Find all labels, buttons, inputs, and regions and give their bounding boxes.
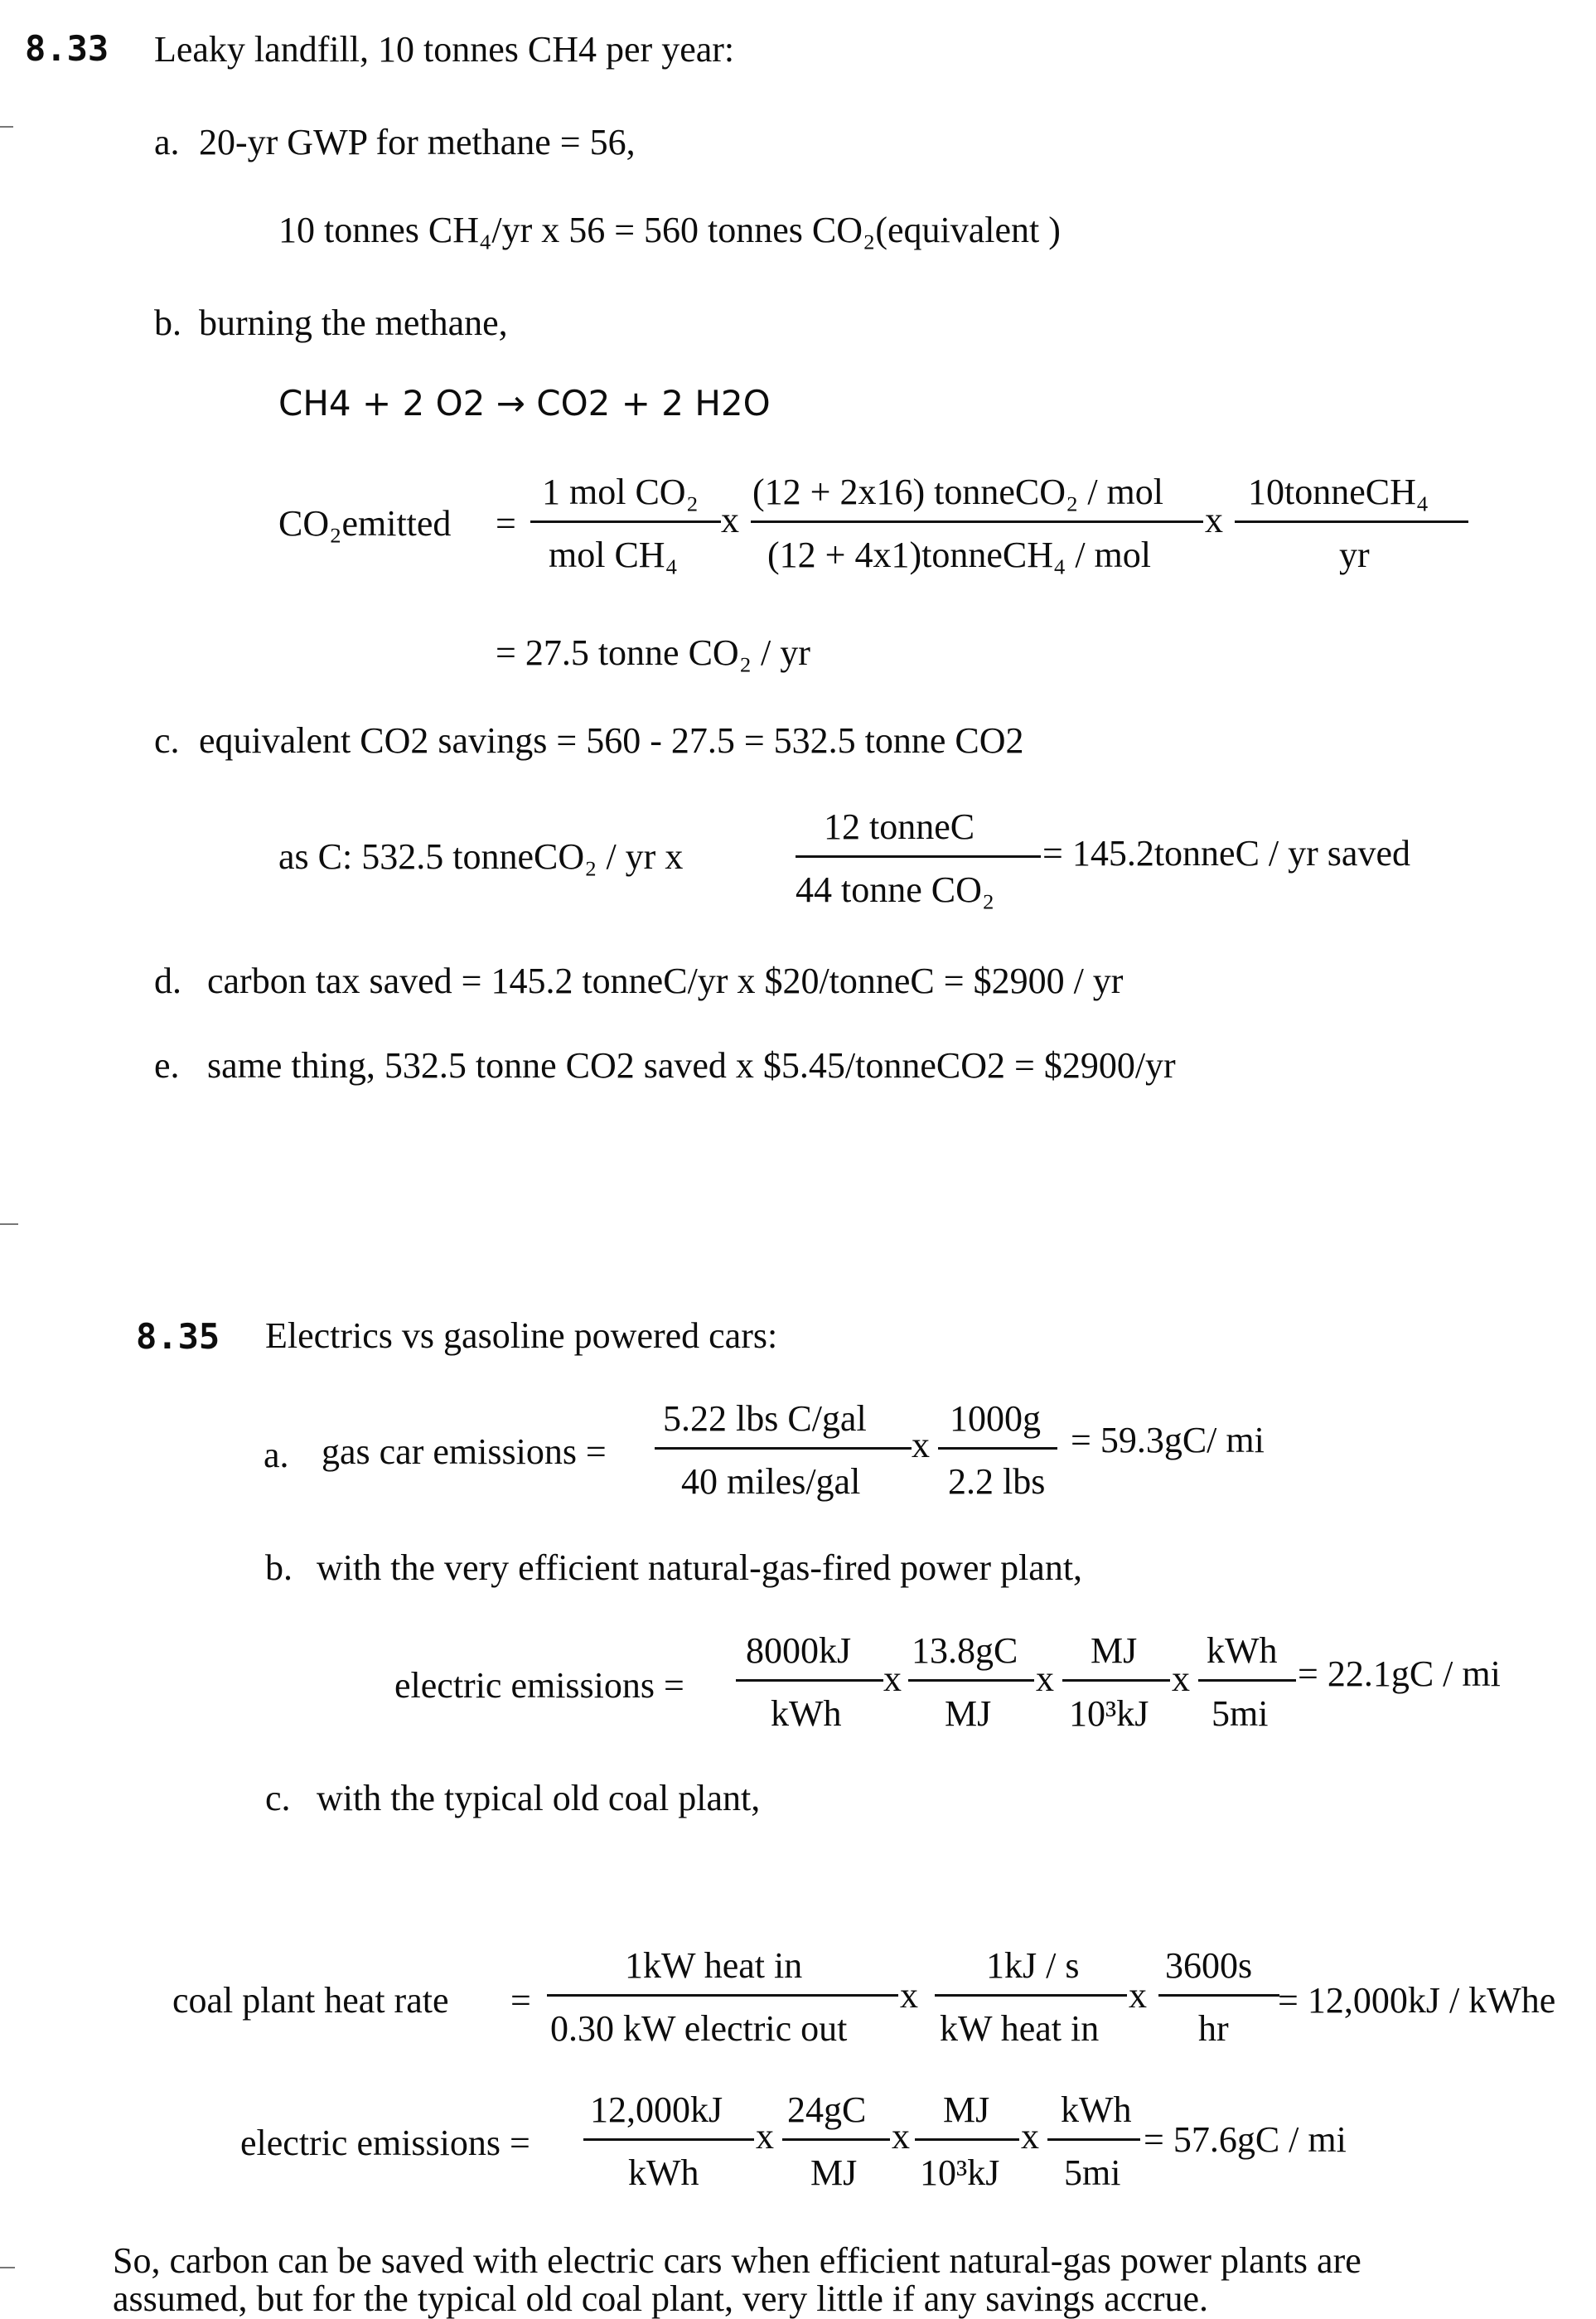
coal-electric-emissions-lhs: electric emissions =: [240, 2123, 530, 2163]
co2-emitted-label: CO₂emitted: [278, 503, 452, 544]
item-e-text: same thing, 532.5 tonne CO2 saved x $5.45/tonneCO2 = $2900/yr: [207, 1045, 1176, 1086]
times-sign: x: [900, 1975, 918, 2016]
coal-fraction-3-denominator: 10³kJ: [920, 2152, 1000, 2193]
times-sign: x: [1036, 1658, 1054, 1699]
coal-fraction-3-numerator: MJ: [943, 2089, 990, 2130]
ng-fraction-1-numerator: 8000kJ: [746, 1630, 852, 1671]
fraction-bar: [1235, 520, 1468, 523]
item-e-label: e.: [154, 1045, 180, 1086]
times-sign: x: [883, 1658, 902, 1699]
heat-rate-result: = 12,000kJ / kWhe: [1278, 1980, 1556, 2021]
heat-rate-lhs: coal plant heat rate: [172, 1980, 449, 2021]
times-sign: x: [1021, 2116, 1039, 2157]
problem-number-8-33: 8.33: [25, 28, 109, 69]
fraction-bar: [751, 520, 1203, 523]
coal-result: = 57.6gC / mi: [1144, 2119, 1347, 2160]
ng-fraction-4-denominator: 5mi: [1212, 1693, 1269, 1734]
item-b-text: with the very efficient natural-gas-fired power plant,: [317, 1547, 1083, 1588]
coal-fraction-2-numerator: 24gC: [787, 2089, 867, 2130]
co2-emitted-result: = 27.5 tonne CO₂ / yr: [496, 632, 810, 673]
fraction-2-numerator: (12 + 2x16) tonneCO₂ / mol: [752, 472, 1164, 512]
fraction-bar: [782, 2138, 890, 2141]
fraction-bar: [1198, 1679, 1296, 1682]
fraction-bar: [655, 1447, 912, 1450]
coal-fraction-1-numerator: 12,000kJ: [590, 2089, 723, 2130]
item-d-label: d.: [154, 961, 181, 1001]
as-carbon-denominator: 44 tonne CO₂: [796, 869, 995, 910]
gas-car-lhs: gas car emissions =: [322, 1431, 607, 1472]
item-b-label: b.: [154, 303, 181, 343]
gas-fraction-1-denominator: 40 miles/gal: [681, 1461, 861, 1502]
scan-mark: [0, 126, 13, 128]
fraction-bar: [796, 855, 1041, 858]
coal-fraction-4-numerator: kWh: [1061, 2089, 1132, 2130]
item-c-label: c.: [154, 720, 180, 761]
item-b-label: b.: [265, 1547, 293, 1588]
hr-fraction-1-denominator: 0.30 kW electric out: [550, 2008, 848, 2049]
fraction-bar: [547, 1994, 898, 1997]
item-a-label: a.: [264, 1435, 289, 1475]
scan-mark: [0, 2267, 15, 2268]
equals-sign: =: [510, 1980, 531, 2021]
gas-fraction-2-numerator: 1000g: [950, 1398, 1041, 1439]
item-d-text: carbon tax saved = 145.2 tonneC/yr x $20/tonneC = $2900 / yr: [207, 961, 1124, 1001]
times-sign: x: [892, 2116, 910, 2157]
item-b-text: burning the methane,: [199, 303, 508, 343]
fraction-bar: [935, 1994, 1127, 1997]
times-sign: x: [721, 500, 739, 540]
equals-sign: =: [496, 503, 516, 544]
problem-title-8-33: Leaky landfill, 10 tonnes CH4 per year:: [154, 29, 735, 70]
combustion-reaction: CH4 + 2 O2 → CO2 + 2 H2O: [278, 383, 771, 424]
as-carbon-lhs: as C: 532.5 tonneCO₂ / yr x: [278, 836, 684, 877]
times-sign: x: [1205, 500, 1223, 540]
fraction-2-denominator: (12 + 4x1)tonneCH₄ / mol: [767, 535, 1152, 575]
fraction-bar: [1062, 1679, 1170, 1682]
fraction-bar: [1158, 1994, 1279, 1997]
times-sign: x: [756, 2116, 774, 2157]
conclusion-line-1: So, carbon can be saved with electric cars when efficient natural-gas power plants are: [113, 2240, 1361, 2281]
fraction-3-numerator: 10tonneCH₄: [1248, 472, 1429, 512]
conclusion-line-2: assumed, but for the typical old coal plant, very little if any savings accrue.: [113, 2278, 1209, 2319]
fraction-bar: [1047, 2138, 1140, 2141]
fraction-bar: [938, 1447, 1057, 1450]
as-carbon-result: = 145.2tonneC / yr saved: [1042, 833, 1410, 874]
gas-fraction-2-denominator: 2.2 lbs: [948, 1461, 1046, 1502]
fraction-bar: [583, 2138, 754, 2141]
electric-emissions-lhs: electric emissions =: [394, 1665, 684, 1706]
item-c-text: equivalent CO2 savings = 560 - 27.5 = 532.5 tonne CO2: [199, 720, 1024, 761]
fraction-1-denominator: mol CH₄: [549, 535, 678, 575]
fraction-bar: [908, 1679, 1034, 1682]
fraction-1-numerator: 1 mol CO₂: [542, 472, 699, 512]
fraction-bar: [736, 1679, 883, 1682]
ng-fraction-3-denominator: 10³kJ: [1069, 1693, 1149, 1734]
hr-fraction-2-numerator: 1kJ / s: [986, 1945, 1080, 1986]
hr-fraction-3-numerator: 3600s: [1165, 1945, 1253, 1986]
hr-fraction-3-denominator: hr: [1198, 2008, 1229, 2049]
item-c-text: with the typical old coal plant,: [317, 1778, 761, 1818]
ng-fraction-3-numerator: MJ: [1091, 1630, 1138, 1671]
scan-mark: [0, 1223, 18, 1225]
gas-car-result: = 59.3gC/ mi: [1071, 1420, 1265, 1460]
gas-fraction-1-numerator: 5.22 lbs C/gal: [663, 1398, 867, 1439]
times-sign: x: [1129, 1975, 1147, 2016]
ng-fraction-1-denominator: kWh: [771, 1693, 842, 1734]
fraction-3-denominator: yr: [1339, 535, 1370, 575]
times-sign: x: [1172, 1658, 1190, 1699]
coal-fraction-2-denominator: MJ: [810, 2152, 858, 2193]
as-carbon-numerator: 12 tonneC: [824, 806, 975, 847]
item-c-label: c.: [265, 1778, 291, 1818]
ng-fraction-2-numerator: 13.8gC: [912, 1630, 1018, 1671]
hr-fraction-1-numerator: 1kW heat in: [625, 1945, 803, 1986]
coal-fraction-4-denominator: 5mi: [1064, 2152, 1121, 2193]
times-sign: x: [912, 1425, 930, 1465]
ng-fraction-2-denominator: MJ: [945, 1693, 992, 1734]
ng-result: = 22.1gC / mi: [1298, 1653, 1501, 1694]
fraction-bar: [530, 520, 721, 523]
problem-number-8-35: 8.35: [136, 1316, 220, 1357]
gwp-equation: 10 tonnes CH₄/yr x 56 = 560 tonnes CO₂(equivalent ): [278, 210, 1061, 250]
problem-title-8-35: Electrics vs gasoline powered cars:: [265, 1315, 778, 1356]
coal-fraction-1-denominator: kWh: [628, 2152, 699, 2193]
hr-fraction-2-denominator: kW heat in: [940, 2008, 1100, 2049]
ng-fraction-4-numerator: kWh: [1207, 1630, 1278, 1671]
fraction-bar: [915, 2138, 1019, 2141]
item-a-label: a.: [154, 122, 180, 162]
item-a-text: 20-yr GWP for methane = 56,: [199, 122, 636, 162]
